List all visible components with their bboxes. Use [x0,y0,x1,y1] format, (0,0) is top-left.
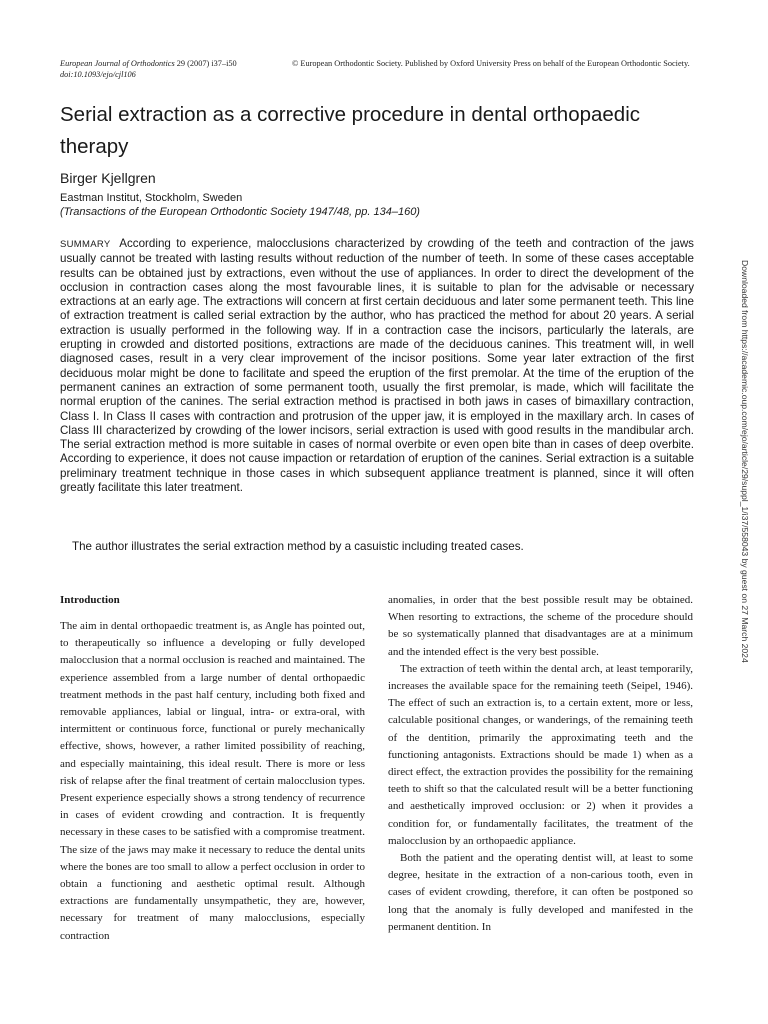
doi[interactable]: doi:10.1093/ejo/cjl106 [60,70,136,79]
summary-text: According to experience, malocclusions characterized by crowding of the teeth and contraction of the jaws usually cannot be treated with lasting results without reduction of the number of teeth. In some of these cases acceptable results can be obtained just by extractions, even without the use of appliances. In order to direct the development of the occlusion in contraction cases along the most favourable lines, it is suitable to plan for the advisable or necessary extractions at an early age. The extractions will concern at first certain deciduous and later some permanent teeth. This line of extraction treatment is called serial extraction by the author, who has practiced the method for about 20 years. A serial extraction is usually performed in the following way. If in a contraction case the incisors, particularly the laterals, are erupting in crowded and distorted positions, extractions are made of the deciduous canines. This treatment will, in well diagnosed cases, result in a very clear improvement of the incisor positions. Some year later extraction of the first deciduous molar might be done to facilitate and speed the eruption of the first premolar. At the time of the eruption of the permanent canines an extraction of some permanent tooth, usually the first premolar, is made, which will facilitate the normal eruption of the canines. The serial extraction method is practised in both jaws in cases of bimaxillary contraction, Class I. In Class II cases with contraction and protrusion of the upper jaw, it is employed in the maxillary arch. In cases of Class III characterized by crowding of the lower incisors, serial extraction is used with good results in the mandibular arch. The serial extraction method is more suitable in cases of normal overbite or even open bite than in cases of deep overbite. According to experience, it does not cause impaction or retardation of eruption of the canines. Serial extraction is a suitable preliminary treatment technique in those cases in which subsequent appliance treatment is planned, since it will often greatly facilitate this later treatment. [60,237,694,495]
article-title: Serial extraction as a corrective procedure in dental orthopaedic therapy [60,103,641,158]
journal-citation [60,58,237,80]
intro-paragraph-1-cont: anomalies, in order that the best possible result may be obtained. When resorting to extractions, the scheme of the procedure should be so systematically planned that disadvantages are at a minimum and the intended effect is the very best possible. [388,594,693,658]
summary-label: SUMMARY [60,239,111,250]
column-right [388,592,693,936]
summary-abstract [60,237,694,495]
author-name: Birger Kjellgren [60,170,156,186]
download-watermark [738,260,750,760]
copyright-notice: © European Orthodontic Society. Published by Oxford University Press on behalf of the European Orthodontic Society. [292,59,690,68]
intro-paragraph-1: The aim in dental orthopaedic treatment is, as Angle has pointed out, to therapeutically so influence a developing or fully developed malocclusion that a normal occlusion is reached and maintained. The experience assembled from a large number of dental orthopaedic treatment methods in the past half century, including both fixed and removable appliances, labial or lingual, intra- or extra-oral, with intermittent or continuous force, functional or purely mechanically effective, shows, however, a rather limited possibility of reaching, and especially maintaining, this ideal result. There is more or less risk of relapse after the final treatment of certain malocclusion types. Present experience especially shows a strong tendency of recurrence in cases of evident crowding and contraction. It is frequently necessary in these cases to be satisfied with a compromise treatment. The size of the jaws may make it necessary to reduce the dental units where the bones are too small to allow a perfect occlusion in order to obtain a functioning and aesthetic optimal result. Although extractions are fundamentally unsympathetic, they are, however, necessary for treatment of many malocclusions, especially contraction [60,620,365,942]
column-left [60,592,365,945]
institution: Eastman Institut, Stockholm, Sweden [60,192,243,204]
intro-paragraph-3: Both the patient and the operating dentist will, at least to some degree, hesitate in the extraction of a non-carious tooth, even in cases of evident crowding, therefore, it can often be postponed so long that the anomaly is fully developed and manifested in the permanent dentition. In [388,852,693,933]
intro-paragraph-2: The extraction of teeth within the dental arch, at least temporarily, increases the available space for the remaining teeth (Seipel, 1946). The effect of such an extraction is, to a certain extent, more or less, calculable positional changes, or wanderings, of the remaining teeth of the dentition, primarily the approximating teeth and the functioning antagonists. Extractions should be made 1) when as a direct effect, the extraction provides the possibility for the remaining teeth to shift so that the calculated result will be a better functioning and aesthetically improved occlusion: or 2) when it provides a condition for, or fundamentally facilitates, the treatment of the malocclusion by an orthopaedic appliance. [388,662,693,847]
journal-name: European Journal of Orthodontics [60,59,175,68]
summary-closing: The author illustrates the serial extraction method by a casuistic including treated cases. [72,540,524,553]
affiliation [60,191,420,219]
download-watermark-text: Downloaded from https://academic.oup.com/ejo/article/29/suppl_1/i37/558043 by guest on 27 March 2024 [740,260,750,663]
volume-pages: 29 (2007) i37–i50 [174,59,237,68]
transactions-reference: (Transactions of the European Orthodontic Society 1947/48, pp. 134–160) [60,206,420,218]
section-heading-introduction: Introduction [60,594,120,606]
